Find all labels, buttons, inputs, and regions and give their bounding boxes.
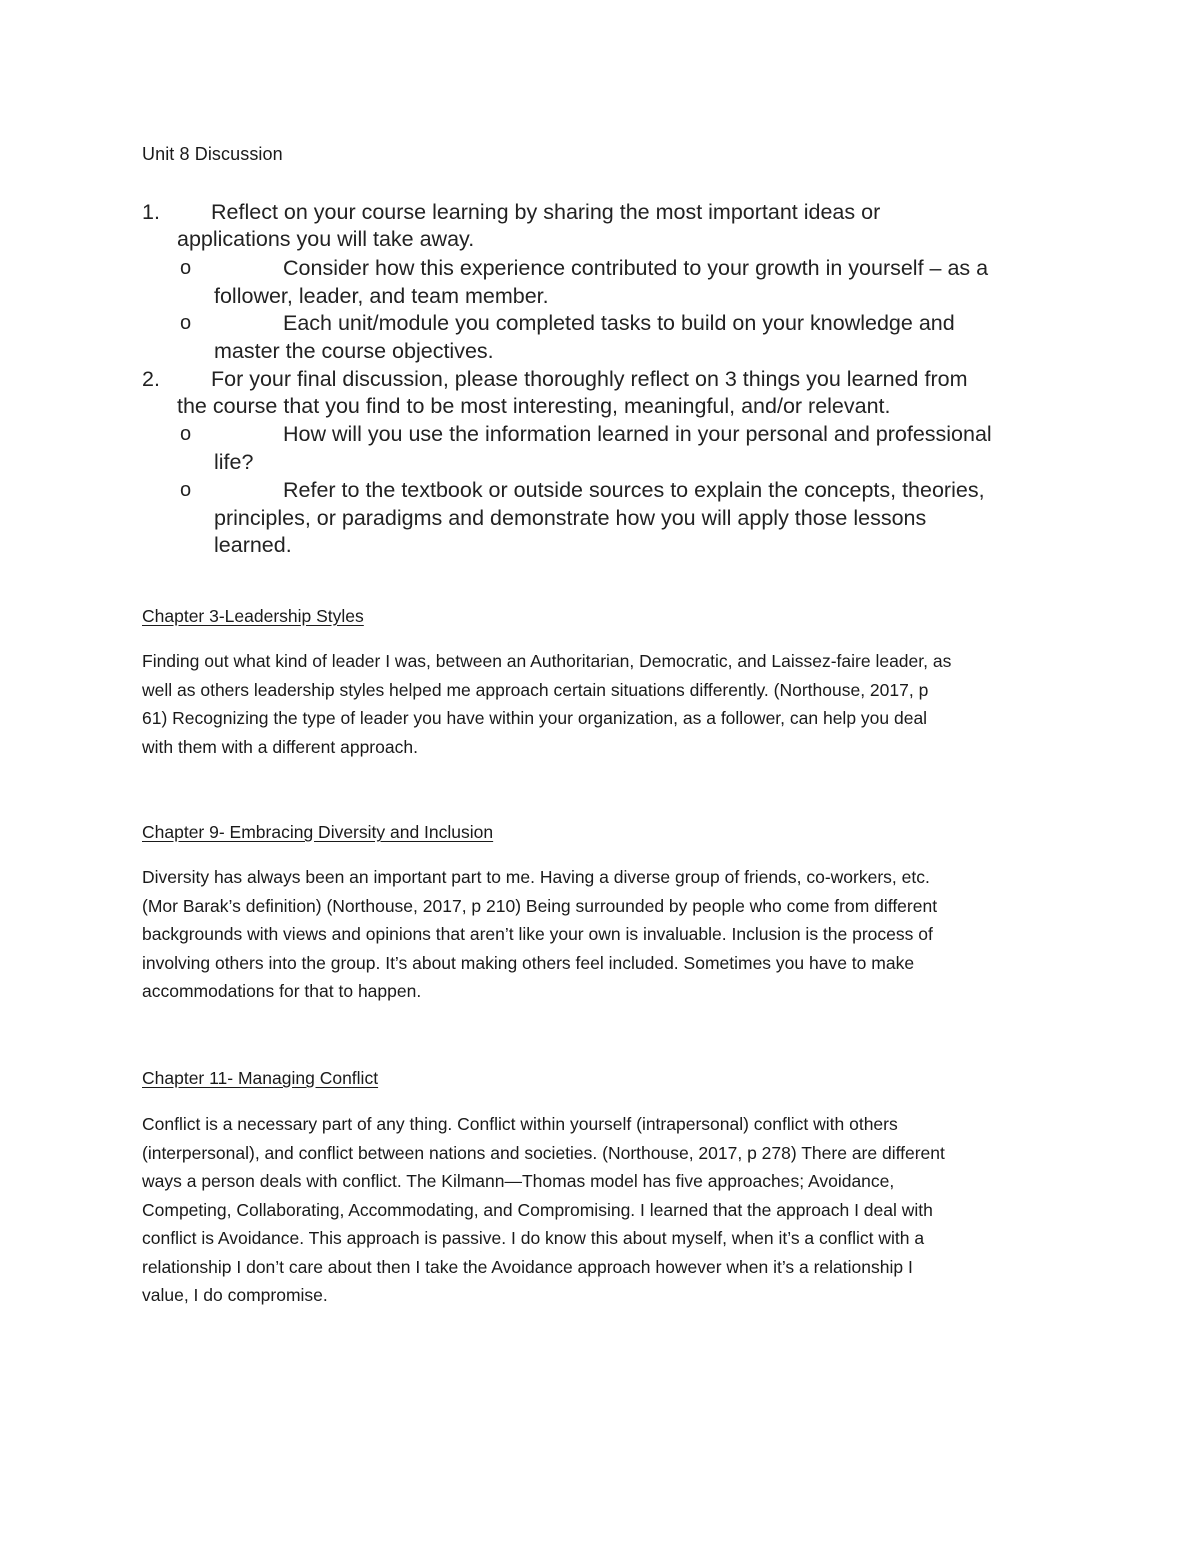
body-line: Competing, Collaborating, Accommodating, and Compromising. I learned that the approach I deal with: [142, 1199, 933, 1220]
body-line: well as others leadership styles helped me approach certain situations differently. (Northouse, 2017, p: [142, 679, 929, 700]
bullet-marker: o: [180, 423, 192, 445]
body-line: value, I do compromise.: [142, 1285, 328, 1305]
chapter-heading: Chapter 3-Leadership Styles: [142, 606, 364, 626]
body-line: Conflict is a necessary part of any thing. Conflict within yourself (intrapersonal) conflict with others: [142, 1114, 898, 1134]
body-line: accommodations for that to happen.: [142, 981, 422, 1001]
bullet-marker: o: [180, 257, 192, 279]
body-line: relationship I don’t care about then I take the Avoidance approach however when it’s a relationship I: [142, 1256, 913, 1277]
prompt-line: the course that you find to be most interesting, meaningful, and/or relevant.: [177, 394, 891, 418]
body-line: involving others into the group. It’s about making others feel included. Sometimes you have to make: [142, 952, 915, 973]
prompt-number: 1.: [142, 200, 160, 224]
subitem-line: principles, or paradigms and demonstrate how you will apply those lessons: [214, 506, 927, 530]
prompt-line: applications you will take away.: [177, 227, 475, 251]
chapter-body: [142, 1110, 1062, 1310]
body-line: ways a person deals with conflict. The Kilmann—Thomas model has five approaches; Avoidance,: [142, 1171, 895, 1191]
bullet-marker: o: [180, 479, 192, 501]
subitem-line: master the course objectives.: [214, 339, 494, 363]
bullet-marker: o: [180, 312, 192, 334]
body-line: (Mor Barak’s definition) (Northouse, 2017, p 210) Being surrounded by people who come from different: [142, 895, 938, 916]
subitem-line: life?: [214, 450, 254, 474]
prompt-line: For your final discussion, please thoroughly reflect on 3 things you learned from: [211, 367, 968, 391]
body-line: with them with a different approach.: [142, 736, 418, 757]
subitem-line: Refer to the textbook or outside sources to explain the concepts, theories,: [283, 478, 985, 502]
body-line: 61) Recognizing the type of leader you have within your organization, as a follower, can help you deal: [142, 708, 928, 728]
chapter-body: [142, 863, 1062, 1006]
prompt-number: 2.: [142, 367, 160, 391]
subitem-line: follower, leader, and team member.: [214, 284, 549, 308]
chapter-body: [142, 647, 1062, 761]
subitem-line: Each unit/module you completed tasks to build on your knowledge and: [283, 311, 955, 335]
body-line: conflict is Avoidance. This approach is passive. I do know this about myself, when it’s a conflict with a: [142, 1228, 925, 1248]
body-line: backgrounds with views and opinions that aren’t like your own is invaluable. Inclusion is the process of: [142, 924, 933, 944]
body-line: Finding out what kind of leader I was, between an Authoritarian, Democratic, and Laissez-faire leader, as: [142, 651, 952, 671]
body-line: Diversity has always been an important part to me. Having a diverse group of friends, co-workers, etc.: [142, 867, 930, 887]
subitem-line: Consider how this experience contributed to your growth in yourself – as a: [283, 256, 989, 280]
document-title: Unit 8 Discussion: [142, 144, 283, 164]
body-line: (interpersonal), and conflict between nations and societies. (Northouse, 2017, p 278) There are different: [142, 1142, 945, 1163]
subitem-line: How will you use the information learned in your personal and professional: [283, 422, 992, 446]
chapter-heading: Chapter 11- Managing Conflict: [142, 1068, 379, 1088]
chapter-heading: Chapter 9- Embracing Diversity and Inclusion: [142, 822, 494, 842]
subitem-line: learned.: [214, 533, 292, 557]
prompt-line: Reflect on your course learning by sharing the most important ideas or: [211, 200, 881, 224]
